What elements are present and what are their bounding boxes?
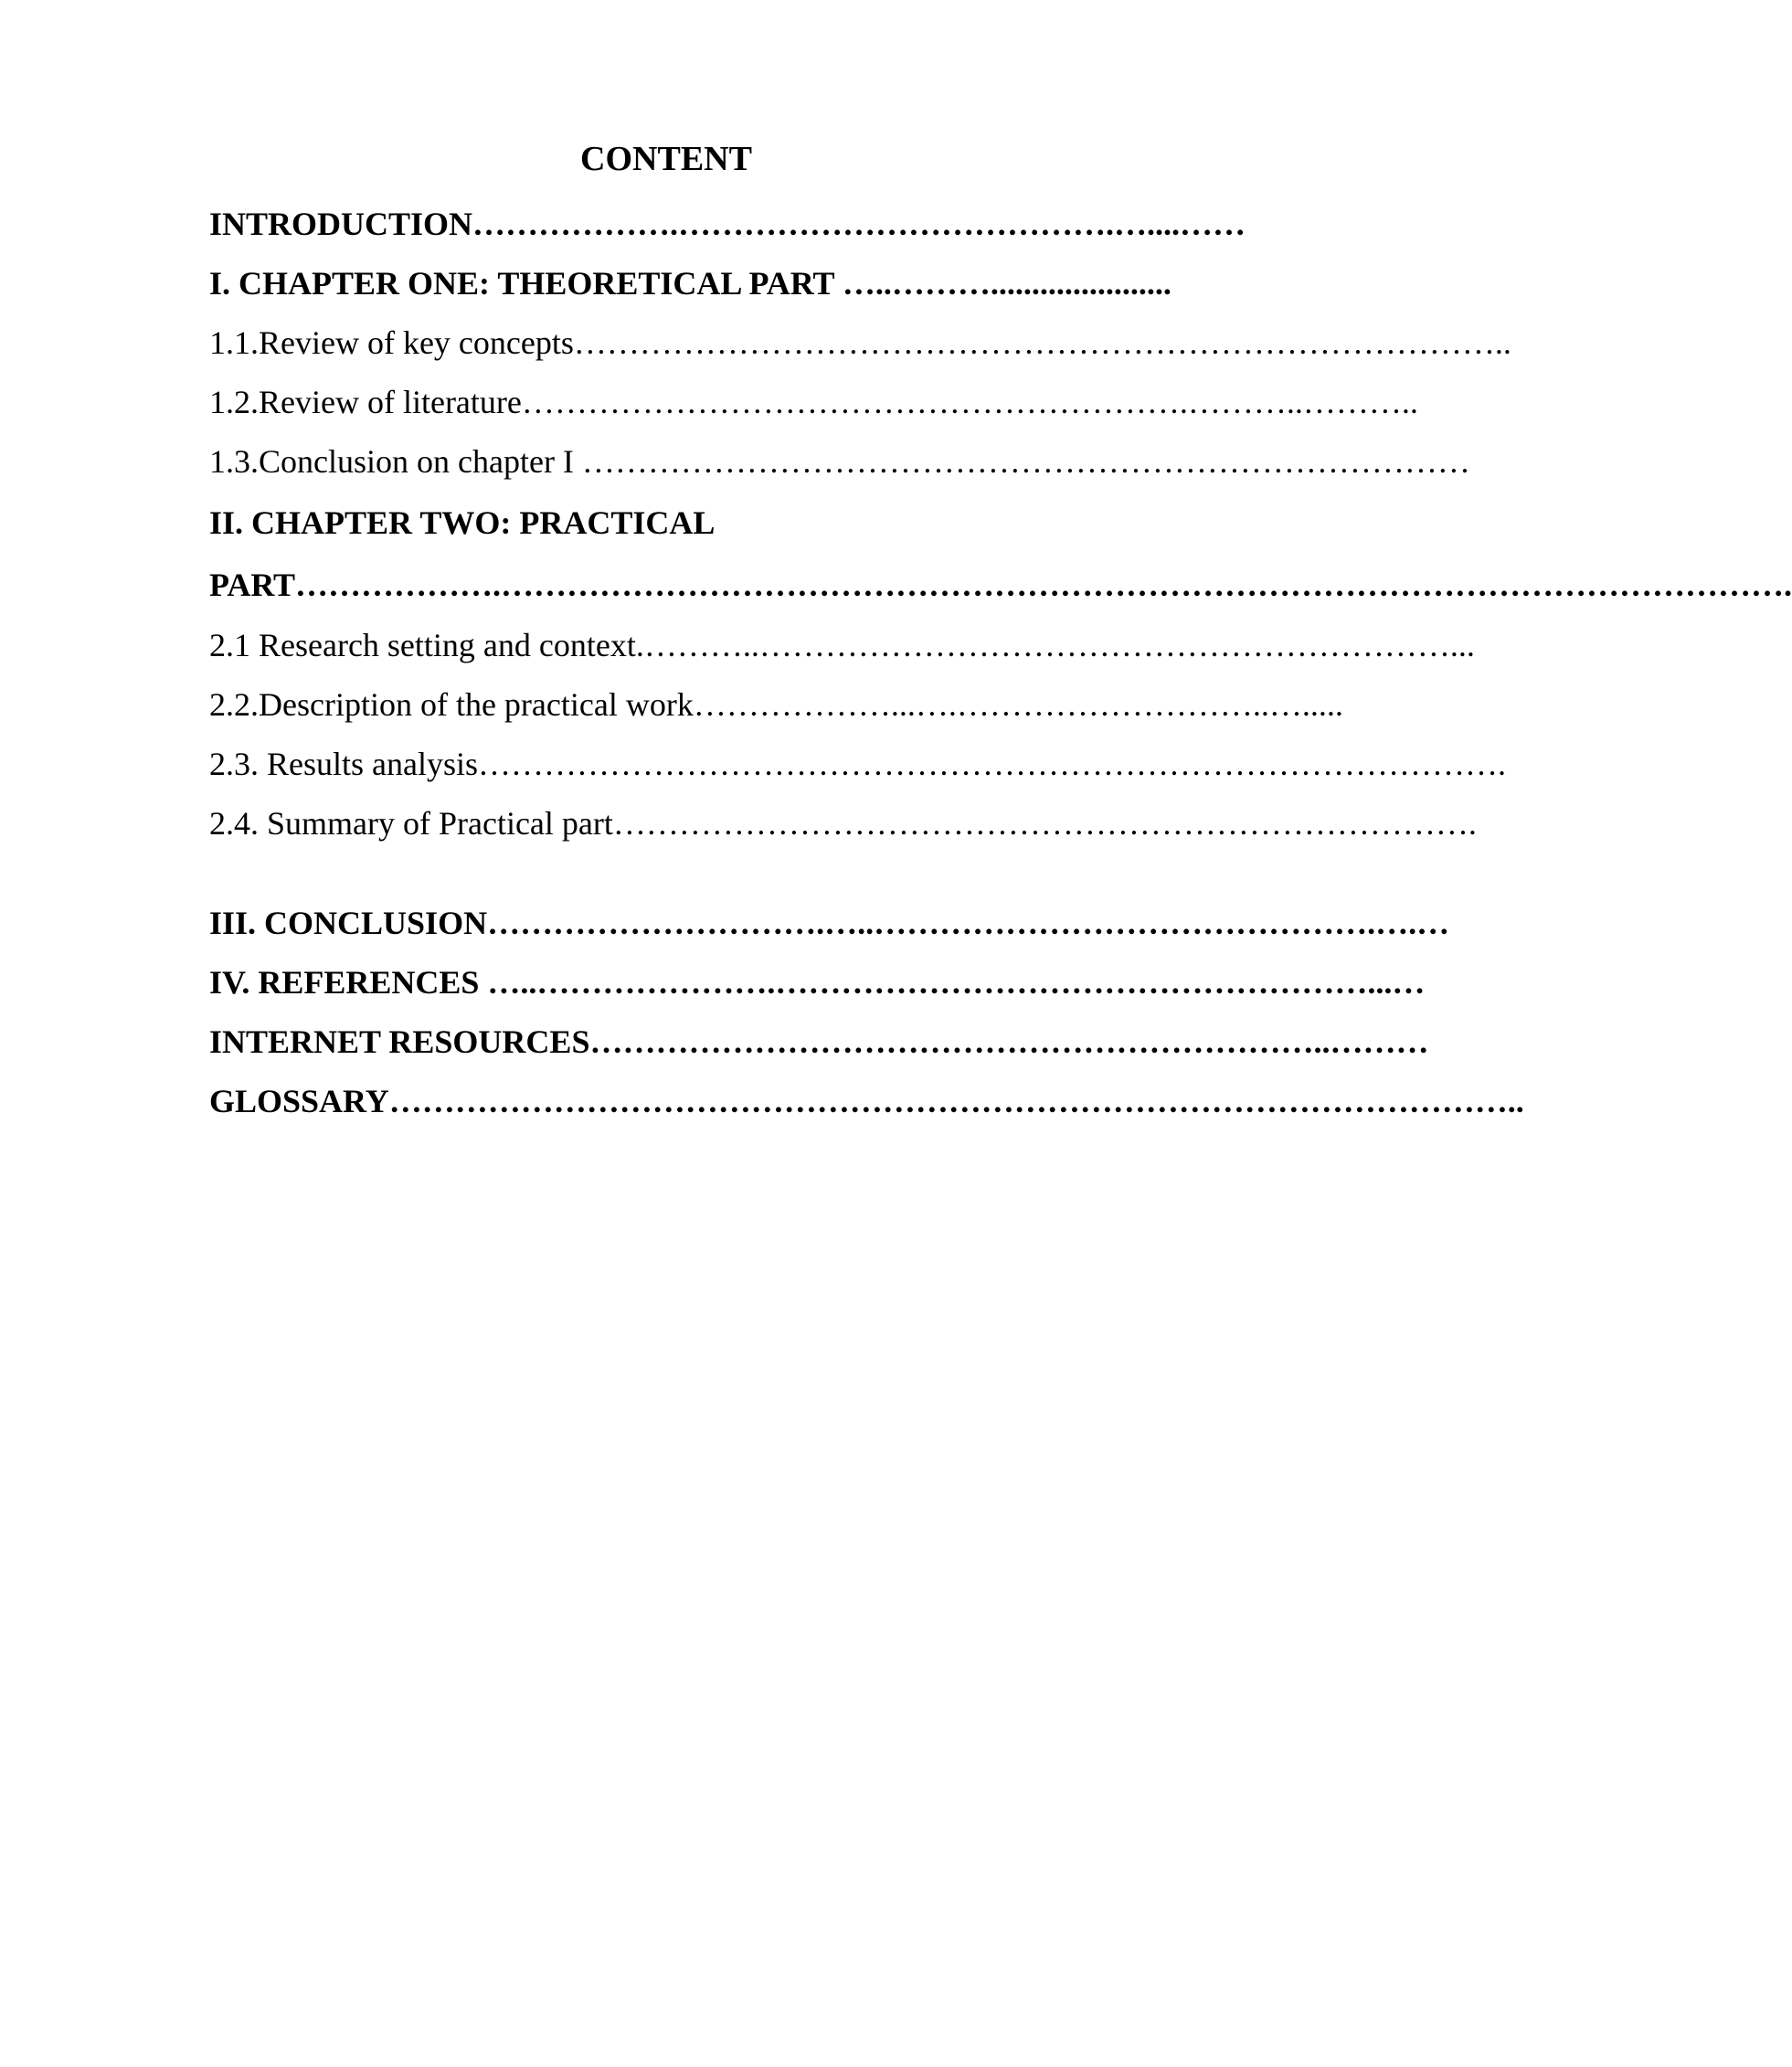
toc-entry-conclusion-chapter-one: 1.3.Conclusion on chapter I ……………………………………………………………………… — [209, 443, 1470, 480]
toc-entry-chapter-two: II. CHAPTER TWO: PRACTICAL — [209, 504, 716, 541]
toc-entry-references: IV. REFERENCES …..………………….………………………………………………...… — [209, 964, 1426, 1001]
toc-entry-chapter-two-part: PART……………….………………………………………………………………………………………………………. — [209, 567, 1792, 603]
section-spacer — [209, 853, 1342, 894]
toc-heading-text: CONTENT — [580, 140, 752, 178]
toc-heading — [0, 135, 1352, 183]
toc-entry-chapter-one: I. CHAPTER ONE: THEORETICAL PART …..………...................... — [209, 265, 1172, 302]
toc-entry-glossary: GLOSSARY………………………………………………………………………………………….. — [209, 1083, 1524, 1119]
toc-entry-practical-work: 2.2.Description of the practical work………………...….………………………..…..... — [209, 686, 1343, 723]
table-of-contents — [209, 135, 1792, 1131]
toc-entry-introduction: INTRODUCTION……………….………………………………….…....…… — [209, 206, 1246, 242]
toc-entry-review-key-concepts: 1.1.Review of key concepts………………………………………………………………………….. — [209, 324, 1511, 361]
toc-entry-results-analysis: 2.3. Results analysis…………………………………………………………………………………. — [209, 746, 1506, 782]
toc-entry-internet-resources: INTERNET RESOURCES…………………………………………………………..……… — [209, 1023, 1429, 1060]
toc-entry-review-literature: 1.2.Review of literature…………………………………………………….………..……….. — [209, 384, 1418, 420]
toc-entry-research-setting: 2.1 Research setting and context.………..………………………………………………………... — [209, 627, 1475, 663]
toc-entry-practical-summary: 2.4. Summary of Practical part……………………………………………………………………. — [209, 805, 1477, 842]
toc-entry-conclusion: III. CONCLUSION………………………….…..……………………………………….….… — [209, 905, 1450, 941]
